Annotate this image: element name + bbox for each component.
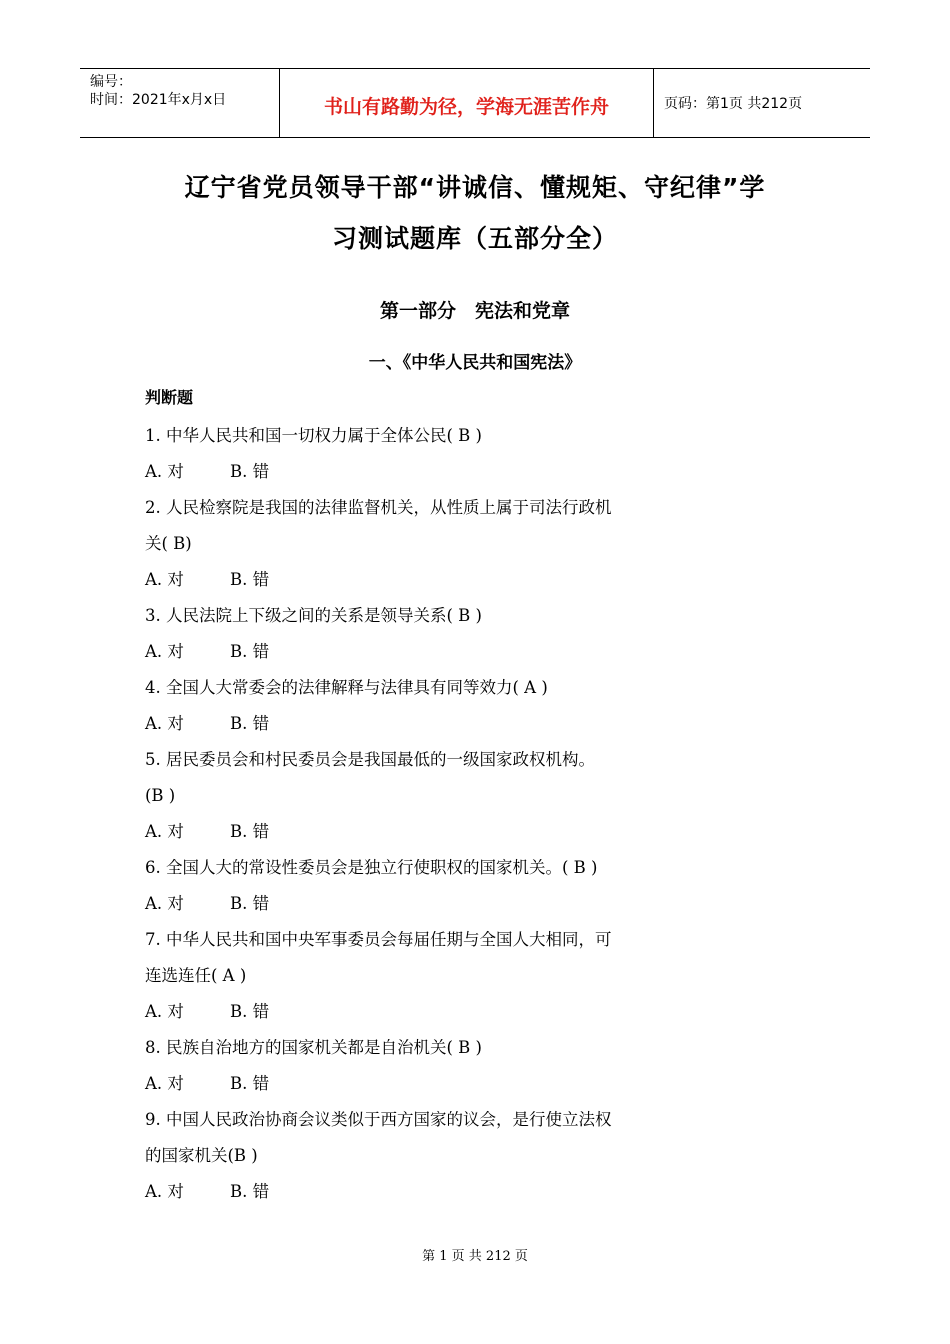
answer-options [145, 454, 705, 490]
question-item [145, 670, 705, 742]
question-text: 9. 中国人民政治协商会议类似于西方国家的议会，是行使立法权 [145, 1110, 612, 1129]
answer-options [145, 1066, 705, 1102]
option-a: A. 对 [145, 462, 184, 481]
question-text: 连选连任( A ) [145, 966, 247, 985]
option-b: B. 错 [230, 462, 270, 481]
question-list [145, 418, 705, 1210]
answer-options [145, 1174, 705, 1210]
time-label: 时间：2021年x月x日 [90, 92, 227, 108]
question-text: 1. 中华人民共和国一切权力属于全体公民( B ) [145, 426, 482, 445]
document-title-line2: 习测试题库（五部分全） [331, 224, 618, 253]
option-a: A. 对 [145, 714, 184, 733]
question-item [145, 922, 705, 1030]
document-title-line1: 辽宁省党员领导干部“讲诚信、懂规矩、守纪律”学 [184, 173, 766, 202]
question-item [145, 1030, 705, 1102]
option-a: A. 对 [145, 570, 184, 589]
question-text: 7. 中华人民共和国中央军事委员会每届任期与全国人大相同，可 [145, 930, 612, 949]
question-item [145, 418, 705, 490]
question-text: 3. 人民法院上下级之间的关系是领导关系( B ) [145, 606, 482, 625]
number-label: 编号： [90, 74, 132, 90]
question-text: 4. 全国人大常委会的法律解释与法律具有同等效力( A ) [145, 678, 548, 697]
option-a: A. 对 [145, 1074, 184, 1093]
option-b: B. 错 [230, 570, 270, 589]
answer-options [145, 814, 705, 850]
option-a: A. 对 [145, 894, 184, 913]
answer-options [145, 706, 705, 742]
answer-options [145, 886, 705, 922]
option-b: B. 错 [230, 1074, 270, 1093]
question-item [145, 850, 705, 922]
answer-options [145, 634, 705, 670]
question-type-heading: 判断题 [145, 388, 194, 407]
header-info-cell [80, 69, 280, 137]
part-title: 第一部分 宪法和党章 [379, 300, 570, 322]
option-b: B. 错 [230, 1002, 270, 1021]
question-item [145, 598, 705, 670]
option-a: A. 对 [145, 822, 184, 841]
option-b: B. 错 [230, 822, 270, 841]
option-b: B. 错 [230, 714, 270, 733]
header-table [80, 68, 870, 138]
option-b: B. 错 [230, 1182, 270, 1201]
answer-options [145, 994, 705, 1030]
question-item [145, 742, 705, 850]
answer-options [145, 562, 705, 598]
section-title: 一、《中华人民共和国宪法》 [368, 353, 582, 373]
option-a: A. 对 [145, 1002, 184, 1021]
question-text: 的国家机关(B ) [145, 1146, 258, 1165]
option-a: A. 对 [145, 1182, 184, 1201]
option-a: A. 对 [145, 642, 184, 661]
question-text: 6. 全国人大的常设性委员会是独立行使职权的国家机关。( B ) [145, 858, 598, 877]
motto: 书山有路勤为径，学海无涯苦作舟 [280, 69, 654, 137]
question-text: 5. 居民委员会和村民委员会是我国最低的一级国家政权机构。 [145, 750, 595, 769]
question-text: 8. 民族自治地方的国家机关都是自治机关( B ) [145, 1038, 482, 1057]
question-text: 2. 人民检察院是我国的法律监督机关，从性质上属于司法行政机 [145, 498, 612, 517]
page-footer: 第 1 页 共 212 页 [422, 1249, 528, 1264]
option-b: B. 错 [230, 642, 270, 661]
option-b: B. 错 [230, 894, 270, 913]
question-text: 关( B) [145, 534, 192, 553]
question-text: (B ) [145, 786, 176, 805]
question-item [145, 1102, 705, 1210]
question-item [145, 490, 705, 598]
page-info: 页码：第1页 共212页 [664, 96, 803, 112]
